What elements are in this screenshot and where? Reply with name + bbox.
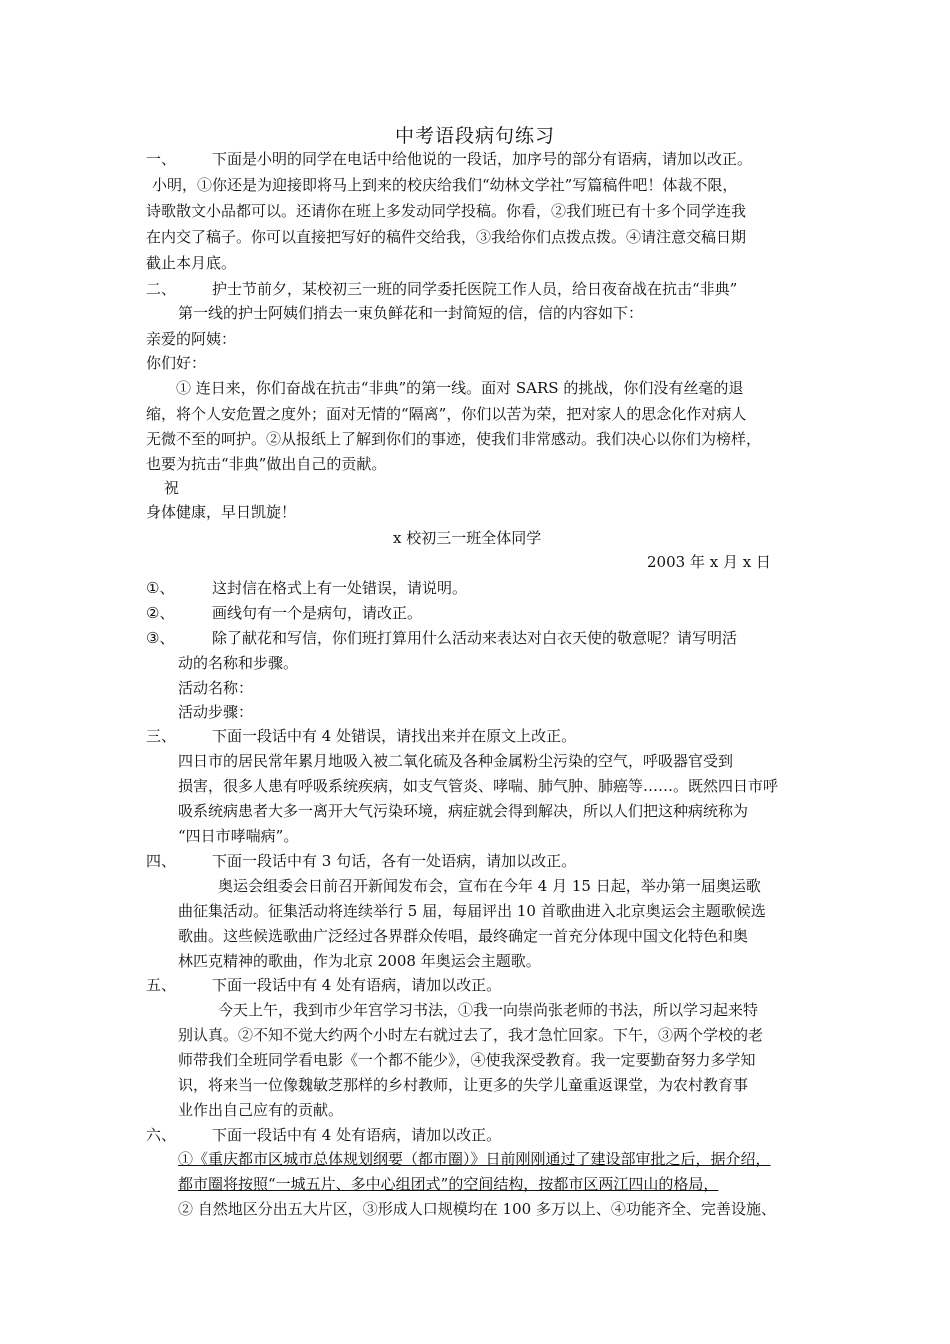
letter-body-line: ① 连日来，你们奋战在抗击“非典”的第一线。面对 SARS 的挑战，你们没有丝毫的退: [176, 379, 744, 397]
section-6-underlined-line: ①《重庆都市区城市总体规划纲要（都市圈）》日前刚刚通过了建设部审批之后，据介绍，: [178, 1150, 771, 1168]
letter-body-line: 缩，将个人安危置之度外；面对无情的“隔离”，你们以苦为荣，把对家人的思念化作对病人: [146, 405, 747, 423]
section-1-number: 一、: [146, 150, 177, 168]
section-5-line: 业作出自己应有的贡献。: [178, 1101, 344, 1119]
section-6-line: ② 自然地区分出五大片区，③形成人口规模均在 100 多万以上、④功能齐全、完善设施、: [178, 1200, 776, 1218]
question-text: 除了献花和写信，你们班打算用什么活动来表达对白衣天使的敬意呢？请写明活: [212, 629, 738, 647]
activity-name-label: 活动名称：: [178, 679, 254, 697]
section-5-line: 识，将来当一位像魏敏芝那样的乡村教师，让更多的失学儿童重返课堂，为农村教育事: [178, 1076, 749, 1094]
section-1-line: 截止本月底。: [146, 254, 237, 272]
section-4-heading: 下面一段话中有 3 句话，各有一处语病，请加以改正。: [212, 852, 577, 870]
question-text: 这封信在格式上有一处错误，请说明。: [212, 579, 468, 597]
letter-greeting: 你们好：: [146, 354, 207, 372]
section-1-line: 在内交了稿子。你可以直接把写好的稿件交给我，③我给你们点拨点拨。④请注意交稿日期: [146, 228, 747, 246]
section-5-line: 师带我们全班同学看电影《一个都不能少》，④使我深受教育。我一定要勤奋努力多学知: [178, 1051, 756, 1069]
question-text-cont: 动的名称和步骤。: [178, 654, 299, 672]
section-5-line: 今天上午，我到市少年宫学习书法，①我一向崇尚张老师的书法，所以学习起来特: [218, 1001, 759, 1019]
section-5-heading: 下面一段话中有 4 处有语病，请加以改正。: [212, 976, 502, 994]
letter-salutation: 亲爱的阿姨：: [146, 330, 237, 348]
section-3-line: 损害，很多人患有呼吸系统疾病，如支气管炎、哮喘、肺气肿、肺癌等……。既然四日市呼: [178, 777, 779, 795]
section-4-line: 歌曲。这些候选歌曲广泛经过各界群众传唱，最终确定一首充分体现中国文化特色和奥: [178, 927, 749, 945]
section-1-heading: 下面是小明的同学在电话中给他说的一段话，加序号的部分有语病，请加以改正。: [212, 150, 753, 168]
section-6-number: 六、: [146, 1126, 177, 1144]
section-5-line: 别认真。②不知不觉大约两个小时左右就过去了，我才急忙回家。下午，③两个学校的老: [178, 1026, 764, 1044]
question-number: ②、: [146, 604, 175, 622]
letter-body-line: 也要为抗击“非典”做出自己的贡献。: [146, 455, 387, 473]
letter-body-line: 无微不至的呵护。②从报纸上了解到你们的事迹，使我们非常感动。我们决心以你们为榜样，: [146, 430, 762, 448]
letter-wish: 祝: [164, 479, 180, 497]
question-number: ①、: [146, 579, 175, 597]
section-3-line: 四日市的居民常年累月地吸入被二氧化硫及各种金属粉尘污染的空气，呼吸器官受到: [178, 752, 734, 770]
question-number: ③、: [146, 629, 175, 647]
letter-wish-body: 身体健康，早日凯旋！: [146, 503, 297, 521]
section-1-line: 小明，①你还是为迎接即将马上到来的校庆给我们“幼林文学社”写篇稿件吧！体裁不限，: [152, 176, 738, 194]
section-4-line: 林匹克精神的歌曲，作为北京 2008 年奥运会主题歌。: [178, 952, 541, 970]
section-2-heading: 护士节前夕，某校初三一班的同学委托医院工作人员，给日夜奋战在抗击“非典”: [212, 280, 738, 298]
section-3-number: 三、: [146, 727, 177, 745]
section-2-number: 二、: [146, 280, 177, 298]
page-title: 中考语段病句练习: [394, 125, 555, 147]
section-3-heading: 下面一段话中有 4 处错误，请找出来并在原文上改正。: [212, 727, 577, 745]
section-3-line: “四日市哮喘病”。: [178, 827, 299, 845]
section-5-number: 五、: [146, 976, 177, 994]
letter-signature: x 校初三一班全体同学: [393, 529, 542, 547]
section-3-line: 吸系统病患者大多一离开大气污染环境，病症就会得到解决，所以人们把这种病统称为: [178, 802, 749, 820]
section-2-heading-cont: 第一线的护士阿姨们捎去一束负鲜花和一封简短的信，信的内容如下：: [178, 304, 644, 322]
question-text: 画线句有一个是病句，请改正。: [212, 604, 423, 622]
section-4-number: 四、: [146, 852, 177, 870]
section-6-heading: 下面一段话中有 4 处有语病，请加以改正。: [212, 1126, 502, 1144]
activity-steps-label: 活动步骤：: [178, 703, 254, 721]
letter-date: 2003 年 x 月 x 日: [647, 553, 771, 571]
section-6-underlined-line: 都市圈将按照“一城五片、多中心组团式”的空间结构，按都市区两江四山的格局，: [178, 1175, 719, 1193]
section-1-line: 诗歌散文小品都可以。还请你在班上多发动同学投稿。你看，②我们班已有十多个同学连我: [146, 202, 747, 220]
section-4-line: 曲征集活动。征集活动将连续举行 5 届，每届评出 10 首歌曲进入北京奥运会主题歌候选: [178, 902, 766, 920]
section-4-line: 奥运会组委会日前召开新闻发布会，宣布在今年 4 月 15 日起，举办第一届奥运歌: [218, 877, 761, 895]
